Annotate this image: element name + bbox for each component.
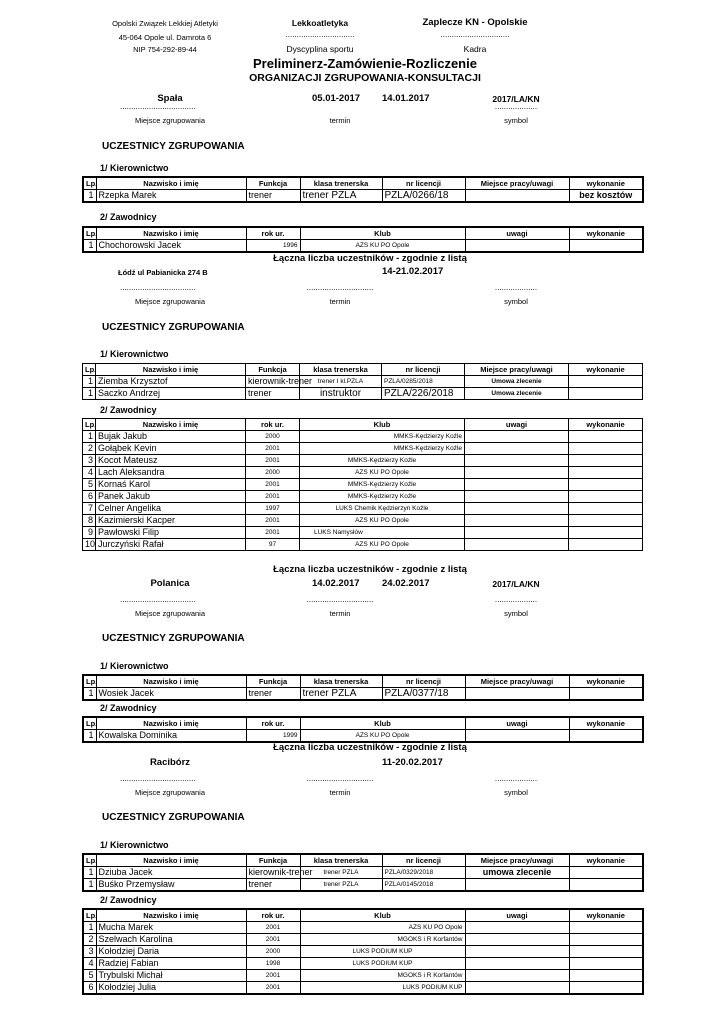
- camp4-athletes-heading: 2/ Zawodnicy: [100, 895, 157, 905]
- table-row: 9 Pawłowski Filip 2001 LUKS Namysłów: [83, 527, 643, 539]
- camp1-symbol-dots: ...................: [494, 102, 538, 111]
- camp3-management-heading: 1/ Kierownictwo: [100, 661, 169, 671]
- camp2-staff-table: [82, 363, 643, 400]
- camp2-participants-heading: UCZESTNICY ZGRUPOWANIA: [102, 322, 245, 333]
- table-row: 6 Panek Jakub 2001 MMKS-Kędzierzy Koźle: [83, 491, 643, 503]
- table-row: 1 Buśko Przemysław trener trener PZLA PZLA/0145/2018: [83, 879, 643, 892]
- camp4-term-dots: ..............................: [306, 774, 374, 783]
- camp4-term: 11-20.02.2017: [382, 757, 443, 768]
- table-row: 2 Szelwach Karolina 2001 MGOKS i R Korfantów: [83, 934, 643, 946]
- table-row: 4 Radziej Fabian 1998 LUKS PODIUM KUP: [83, 958, 643, 970]
- cadre-dots: ...............................: [440, 30, 510, 39]
- camp3-term-start: 14.02.2017: [312, 578, 360, 589]
- camp2-term: 14-21.02.2017: [382, 266, 444, 277]
- table-header-row: Lp. Nazwisko i imię Funkcja klasa trenerska nr licencji Miejsce pracy/uwagi wykonanie: [83, 854, 643, 867]
- org-address: 45-064 Opole ul. Damrota 6: [118, 33, 212, 42]
- table-row: 1 Bujak Jakub 2000 MMKS-Kędzierzy Koźle: [83, 431, 643, 443]
- table-row: 10 Jurczyński Rafał 97 AZS KU PO Opole: [83, 539, 643, 551]
- table-header-row: Lp. Nazwisko i imię rok ur. Klub uwagi wykonanie: [83, 717, 643, 730]
- camp4-athletes-table: [82, 908, 644, 995]
- table-row: 1 Kowalska Dominika 1999 AZS KU PO Opole: [83, 730, 643, 743]
- camp2-term-label: termin: [329, 297, 351, 306]
- camp2-total: Łączna liczba uczestników - zgodnie z listą: [273, 564, 467, 575]
- cadre-label: Kadra: [463, 44, 487, 54]
- table-row: 5 Kornaś Karol 2001 MMKS-Kędzierzy Koźle: [83, 479, 643, 491]
- camp1-total: Łączna liczba uczestników - zgodnie z listą: [273, 253, 467, 264]
- table-header-row: Lp. Nazwisko i imię Funkcja klasa trenerska nr licencji Miejsce pracy/uwagi wykonanie: [83, 675, 643, 688]
- camp4-place-dots: ..................................: [120, 774, 196, 783]
- camp1-place-dots: ..................................: [120, 102, 196, 111]
- camp3-symbol-label: symbol: [504, 609, 528, 618]
- camp3-term-label: termin: [329, 609, 351, 618]
- org-name: Opolski Związek Lekkiej Atletyki: [112, 19, 218, 28]
- camp1-place-label: Miejsce zgrupowania: [134, 116, 206, 125]
- page-subtitle: ORGANIZACJI ZGRUPOWANIA-KONSULTACJI: [249, 72, 481, 84]
- camp1-athletes-table: [82, 226, 644, 253]
- table-header-row: Lp. Nazwisko i imię Funkcja klasa trenerska nr licencji Miejsce pracy/uwagi wykonanie: [83, 177, 643, 190]
- camp3-place: Polanica: [150, 578, 190, 589]
- camp1-place: Spała: [157, 93, 183, 104]
- camp3-athletes-table: [82, 716, 644, 743]
- camp1-symbol: 2017/LA/KN: [492, 94, 540, 104]
- table-row: 5 Trybulski Michał 2001 MGOKS i R Korfantów: [83, 970, 643, 982]
- table-header-row: Lp. Nazwisko i imię rok ur. Klub uwagi wykonanie: [83, 909, 643, 922]
- camp2-term-dots: ..............................: [306, 283, 374, 292]
- table-header-row: Lp. Nazwisko i imię rok ur. Klub uwagi wykonanie: [83, 227, 643, 240]
- camp4-symbol-label: symbol: [504, 788, 528, 797]
- camp3-place-label: Miejsce zgrupowania: [134, 609, 206, 618]
- table-row: 8 Kazimierski Kacper 2001 AZS KU PO Opole: [83, 515, 643, 527]
- camp3-total: Łączna liczba uczestników - zgodnie z listą: [273, 742, 467, 753]
- camp3-symbol: 2017/LA/KN: [492, 579, 540, 589]
- camp2-athletes-heading: 2/ Zawodnicy: [100, 405, 157, 415]
- org-nip: NIP 754-292-89-44: [133, 45, 197, 54]
- table-row: 6 Kołodziej Julia 2001 LUKS PODIUM KUP: [83, 982, 643, 995]
- discipline-value: Lekkoatletyka: [291, 18, 349, 28]
- table-row: 1 Saczko Andrzej trener instruktor PZLA/226/2018 Umowa zlecenie: [83, 388, 643, 400]
- table-row: 1 Wosiek Jacek trener trener PZLA PZLA/0377/18: [83, 688, 643, 701]
- camp1-term-label: termin: [329, 116, 351, 125]
- camp2-athletes-table: [82, 418, 643, 551]
- camp1-athletes-heading: 2/ Zawodnicy: [100, 212, 157, 222]
- camp1-staff-table: [82, 176, 644, 203]
- discipline-dots: ...............................: [285, 30, 355, 39]
- table-header-row: Lp. Nazwisko i imię Funkcja klasa trenerska nr licencji Miejsce pracy/uwagi wykonanie: [83, 364, 643, 376]
- camp4-place: Racibórz: [149, 757, 191, 768]
- cadre-value: Zaplecze KN - Opolskie: [422, 17, 528, 28]
- camp3-participants-heading: UCZESTNICY ZGRUPOWANIA: [102, 633, 245, 644]
- camp2-symbol-label: symbol: [504, 297, 528, 306]
- camp4-participants-heading: UCZESTNICY ZGRUPOWANIA: [102, 812, 245, 823]
- table-row: 1 Dziuba Jacek kierownik-trener trener PZLA PZLA/0329/2018 umowa zlecenie: [83, 867, 643, 879]
- table-row: 4 Lach Aleksandra 2000 AZS KU PO Opole: [83, 467, 643, 479]
- discipline-label: Dyscyplina sportu: [286, 44, 354, 54]
- camp3-staff-table: [82, 674, 644, 701]
- camp1-term-end: 14.01.2017: [382, 93, 430, 104]
- page-title: Preliminerz-Zamówienie-Rozliczenie: [253, 56, 477, 71]
- camp4-staff-table: [82, 853, 644, 892]
- camp2-management-heading: 1/ Kierownictwo: [100, 349, 169, 359]
- table-row: 1 Mucha Marek 2001 AZS KU PO Opole: [83, 922, 643, 934]
- camp3-athletes-heading: 2/ Zawodnicy: [100, 703, 157, 713]
- camp1-participants-heading: UCZESTNICY ZGRUPOWANIA: [102, 141, 245, 152]
- camp3-term-dots: ..............................: [306, 595, 374, 604]
- table-row: 1 Rzepka Marek trener trener PZLA PZLA/0266/18 bez kosztów: [83, 190, 643, 203]
- camp4-symbol-dots: ...................: [494, 774, 538, 783]
- camp1-symbol-label: symbol: [504, 116, 528, 125]
- table-row: 3 Kocot Mateusz 2001 MMKS-Kędzierzy Koźle: [83, 455, 643, 467]
- table-row: 1 Chochorowski Jacek 1996 AZS KU PO Opole: [83, 240, 643, 253]
- camp4-place-label: Miejsce zgrupowania: [134, 788, 206, 797]
- table-row: 1 Ziemba Krzysztof kierownik-trener trener I kl.PZLA PZLA/0285/2018 Umowa zlecenie: [83, 376, 643, 388]
- camp2-place-label: Miejsce zgrupowania: [134, 297, 206, 306]
- camp2-symbol-dots: ...................: [494, 283, 538, 292]
- table-row: 2 Gołąbek Kevin 2001 MMKS-Kędzierzy Koźle: [83, 443, 643, 455]
- camp1-term-start: 05.01-2017: [312, 93, 361, 104]
- camp3-term-end: 24.02.2017: [382, 578, 430, 589]
- camp3-place-dots: ..................................: [120, 595, 196, 604]
- camp4-management-heading: 1/ Kierownictwo: [100, 840, 169, 850]
- table-row: 3 Kołodziej Daria 2000 LUKS PODIUM KUP: [83, 946, 643, 958]
- camp2-place-dots: ..................................: [120, 283, 196, 292]
- camp3-symbol-dots: ...................: [494, 595, 538, 604]
- table-header-row: Lp. Nazwisko i imię rok ur. Klub uwagi wykonanie: [83, 419, 643, 431]
- camp2-place: Łódź ul Pabianicka 274 B: [118, 268, 208, 277]
- camp1-management-heading: 1/ Kierownictwo: [100, 163, 169, 173]
- table-row: 7 Celner Angelika 1997 LUKS Chemik Kędzierzyn Koźle: [83, 503, 643, 515]
- camp4-term-label: termin: [329, 788, 351, 797]
